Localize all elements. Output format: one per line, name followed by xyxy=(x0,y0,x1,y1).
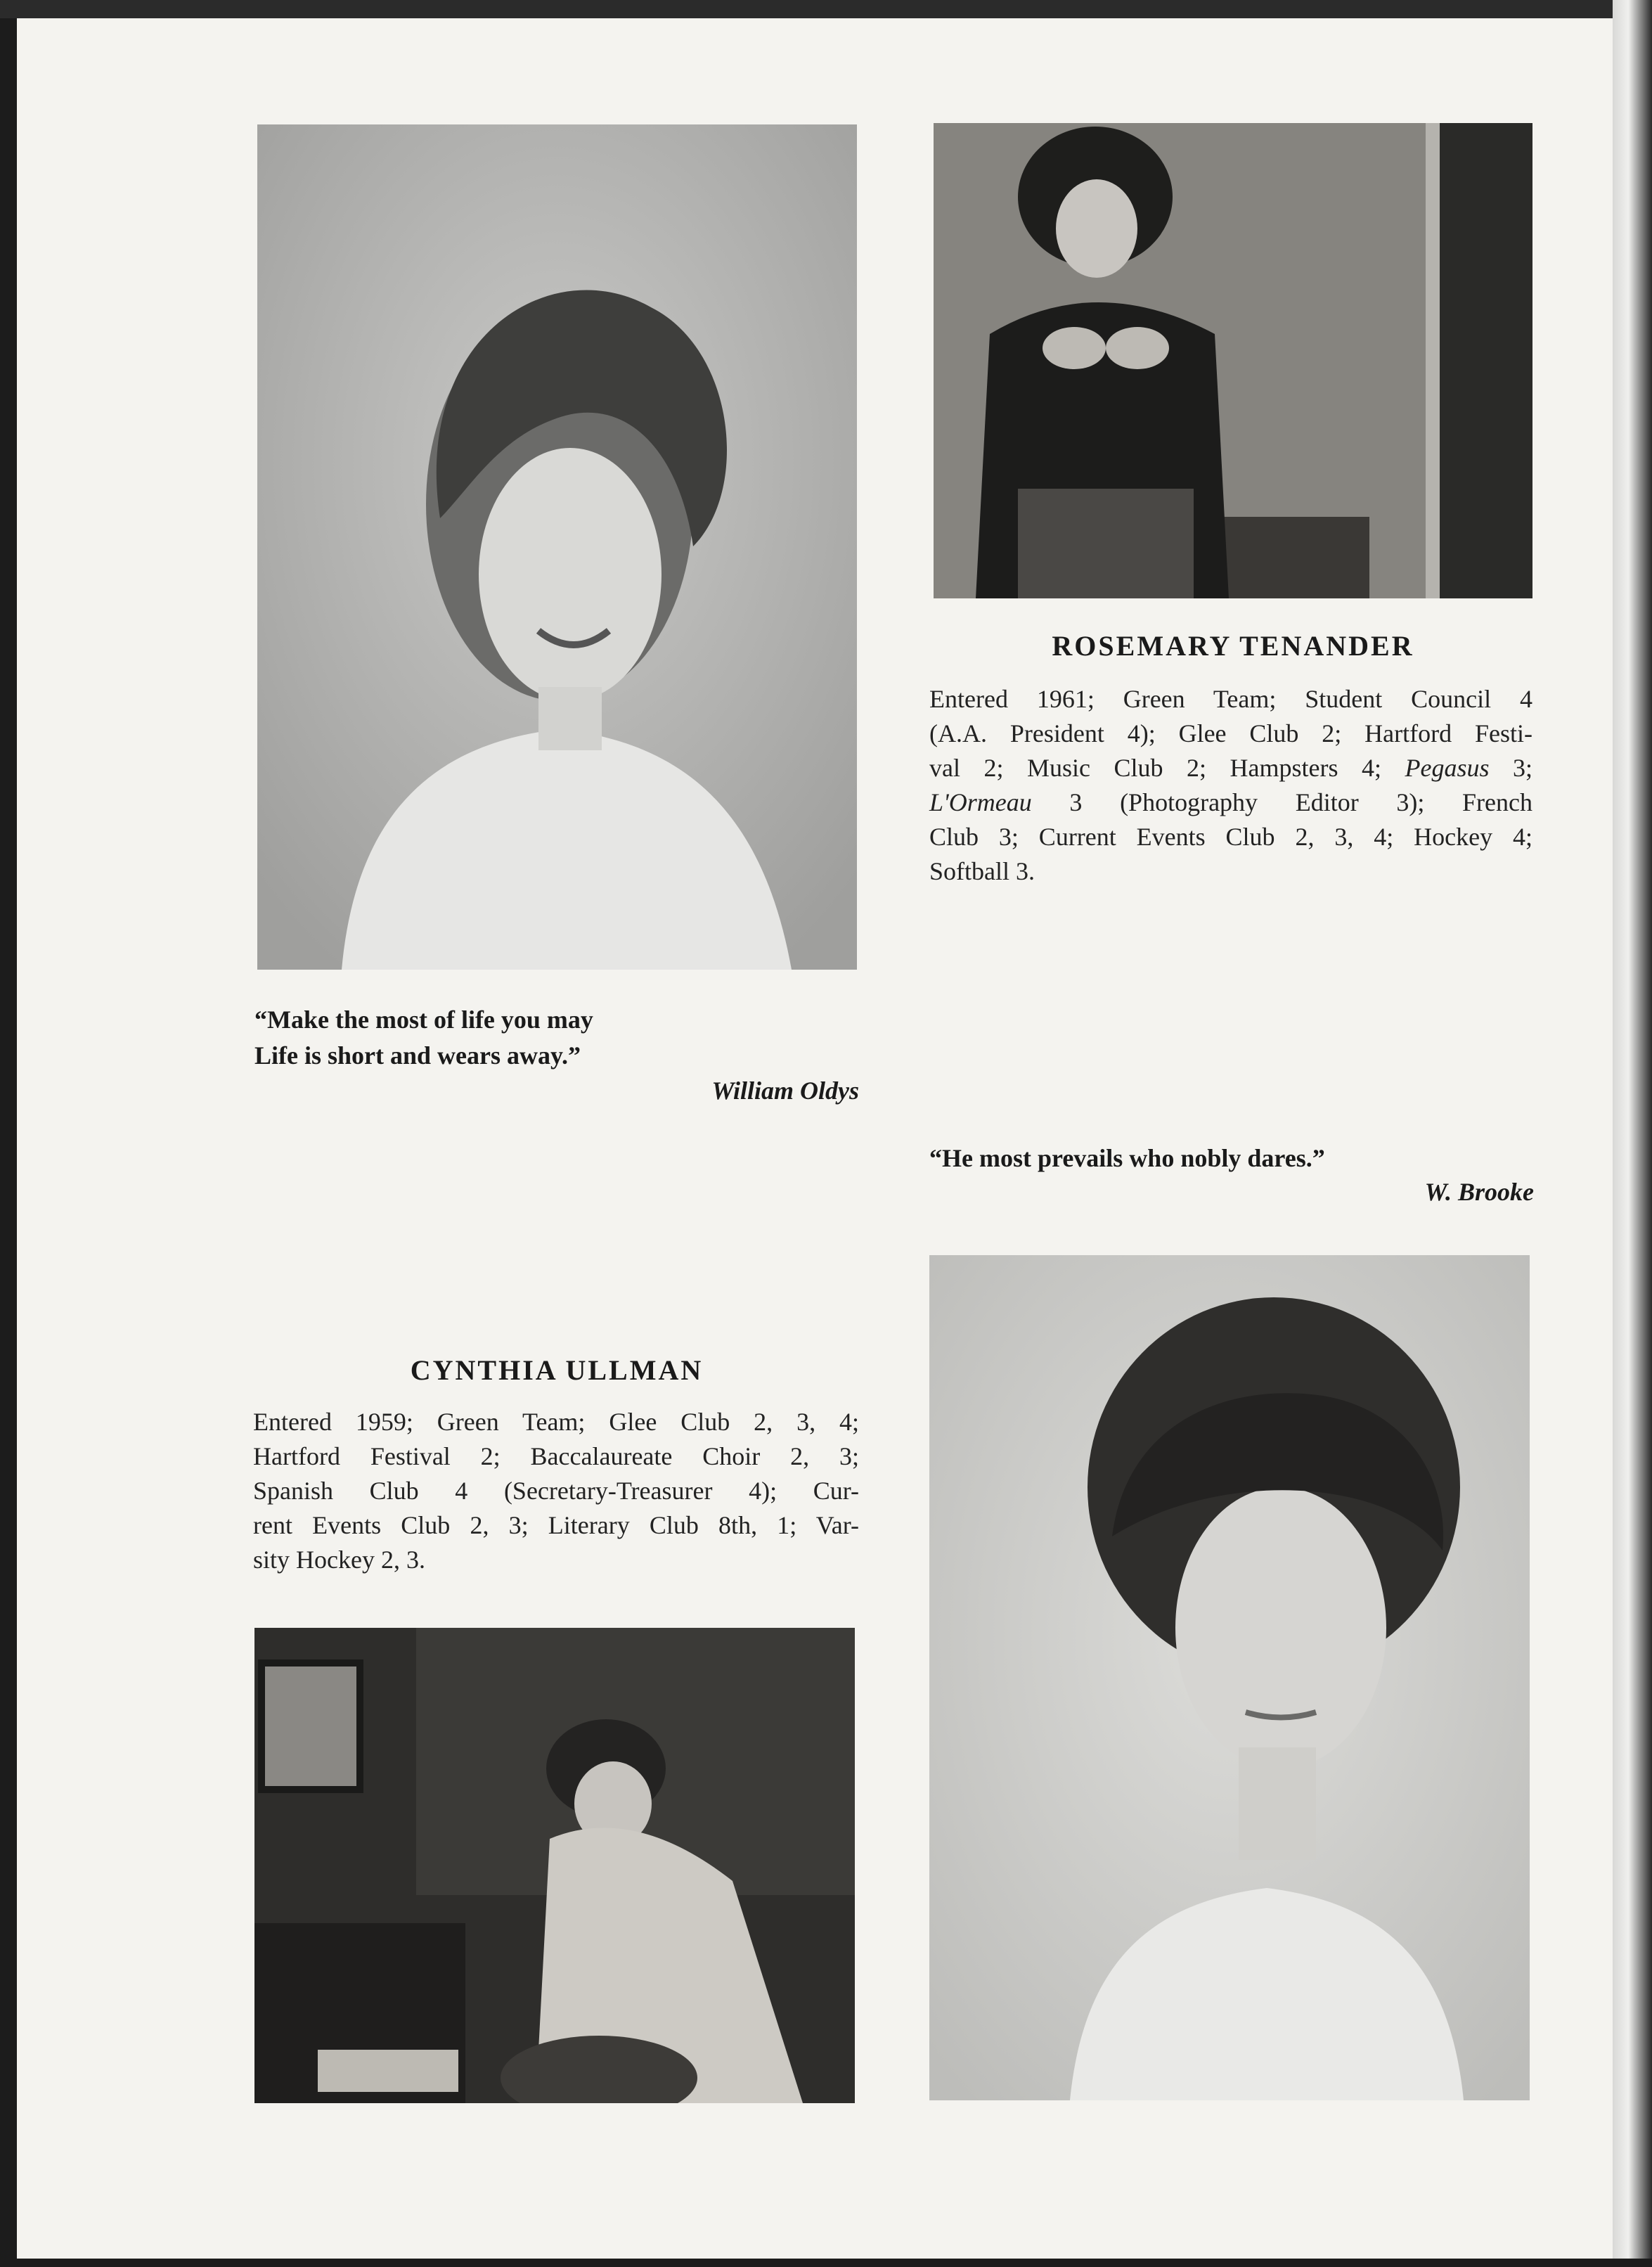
bio-line: sity Hockey 2, 3. xyxy=(253,1546,425,1574)
scan-top-border xyxy=(0,0,1652,18)
bio-text: 3 (Photography Editor 3); French xyxy=(1031,788,1532,816)
scan-bottom-border xyxy=(0,2259,1652,2267)
bio-line: rent Events Club 2, 3; Literary Club 8th, 1; Var- xyxy=(253,1511,859,1539)
quote-right-author: W. Brooke xyxy=(1424,1178,1534,1206)
bio-line: Spanish Club 4 (Secretary-Treasurer 4); Cur- xyxy=(253,1477,859,1505)
bio-line: Entered 1959; Green Team; Glee Club 2, 3, 4; xyxy=(253,1408,859,1436)
bio-italic-title: L'Ormeau xyxy=(929,788,1032,816)
portrait-photo-bottom-right xyxy=(929,1255,1530,2100)
quote-right-line1: “He most prevails who nobly dares.” xyxy=(929,1144,1325,1172)
student-bio-cynthia xyxy=(253,1405,859,1577)
candid-photo-top-right xyxy=(934,123,1532,598)
bio-text: val 2; Music Club 2; Hampsters 4; xyxy=(929,754,1405,782)
bio-line: Softball 3. xyxy=(929,857,1035,885)
bio-line: (A.A. President 4); Glee Club 2; Hartford Festi- xyxy=(929,719,1532,747)
quote-left-author: William Oldys xyxy=(711,1077,859,1105)
bio-line xyxy=(929,751,1532,785)
bio-line: Hartford Festival 2; Baccalaureate Choir 2, 3; xyxy=(253,1442,859,1470)
page-edge-shadow xyxy=(1613,0,1652,2267)
student-bio-rosemary xyxy=(929,682,1532,889)
student-name-cynthia: CYNTHIA ULLMAN xyxy=(410,1354,704,1386)
portrait-photo-top-left xyxy=(257,124,857,970)
quote-left-line2: Life is short and wears away.” xyxy=(254,1041,581,1070)
bio-italic-title: Pegasus xyxy=(1405,754,1490,782)
candid-photo-bottom-left xyxy=(254,1628,855,2103)
bio-line: Club 3; Current Events Club 2, 3, 4; Hockey 4; xyxy=(929,823,1532,851)
bio-text: 3; xyxy=(1489,754,1532,782)
student-name-rosemary: ROSEMARY TENANDER xyxy=(1052,630,1414,662)
bio-line xyxy=(929,785,1532,820)
bio-line: Entered 1961; Green Team; Student Council 4 xyxy=(929,685,1532,713)
quote-left-line1: “Make the most of life you may xyxy=(254,1006,593,1034)
